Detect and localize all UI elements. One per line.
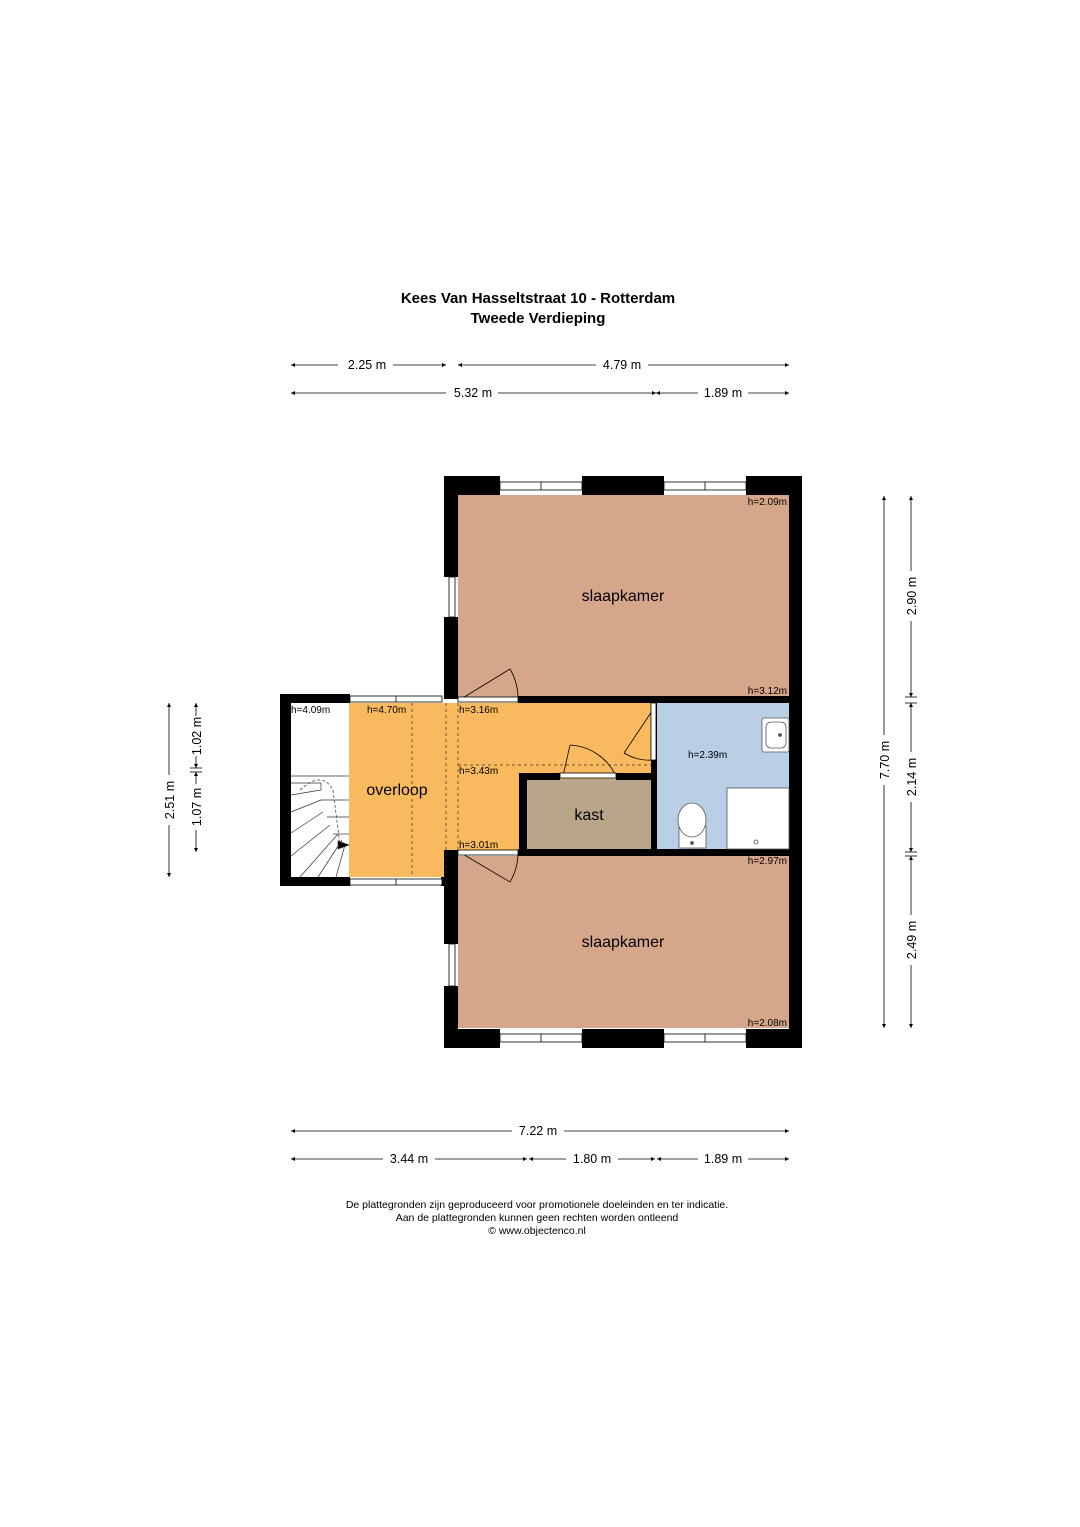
height-label: h=2.39m [688, 750, 728, 761]
dim-label: 2.14 m [905, 757, 919, 797]
left-dimension-outer [163, 703, 177, 877]
height-label: h=2.08m [747, 1018, 787, 1029]
right-dimension-outer [878, 496, 892, 1028]
dim-label: 2.25 m [347, 358, 387, 372]
height-label: h=3.16m [459, 705, 499, 716]
dim-label: 1.89 m [703, 1152, 743, 1166]
dim-label: 5.32 m [453, 386, 493, 400]
dim-label: 1.07 m [190, 787, 204, 827]
disclaimer-line-1: De plattegronden zijn geproduceerd voor promotionele doeleinden en ter indicatie. [345, 1199, 729, 1211]
top-dimension-row-2 [291, 386, 789, 400]
dim-label: 2.90 m [905, 576, 919, 616]
bottom-dimension-row-1 [291, 1124, 789, 1138]
dim-label: 1.02 m [190, 716, 204, 756]
plan-title: Kees Van Hasseltstraat 10 - Rotterdam [400, 290, 676, 307]
height-label: h=4.09m [291, 705, 331, 716]
height-label: h=4.70m [367, 705, 407, 716]
dim-label: 7.22 m [518, 1124, 558, 1138]
height-label: h=2.09m [747, 497, 787, 508]
room-label-closet: kast [574, 807, 604, 824]
dim-label: 1.80 m [572, 1152, 612, 1166]
top-dimension-row-1 [291, 358, 789, 372]
height-label: h=3.12m [747, 686, 787, 697]
plan-subtitle: Tweede Verdieping [470, 310, 606, 327]
room-label-landing: overloop [366, 782, 428, 799]
room-label-bedroom-top: slaapkamer [581, 588, 665, 605]
height-label: h=3.43m [459, 766, 499, 777]
dim-label: 3.44 m [389, 1152, 429, 1166]
room-label-bedroom-bottom: slaapkamer [581, 934, 665, 951]
disclaimer-line-2: Aan de plattegronden kunnen geen rechten worden ontleend [395, 1212, 679, 1224]
height-label: h=3.01m [459, 840, 499, 851]
dim-label: 7.70 m [878, 740, 892, 780]
dim-label: 2.49 m [905, 920, 919, 960]
right-dimension-inner [905, 496, 919, 1028]
shower-icon [727, 788, 789, 849]
dim-label: 1.89 m [703, 386, 743, 400]
copyright-line: © www.objectenco.nl [488, 1225, 586, 1237]
height-label: h=2.97m [747, 856, 787, 867]
dim-label: 4.79 m [602, 358, 642, 372]
bottom-dimension-row-2 [291, 1152, 789, 1166]
dim-label: 2.51 m [163, 780, 177, 820]
left-dimension-inner [190, 703, 204, 852]
